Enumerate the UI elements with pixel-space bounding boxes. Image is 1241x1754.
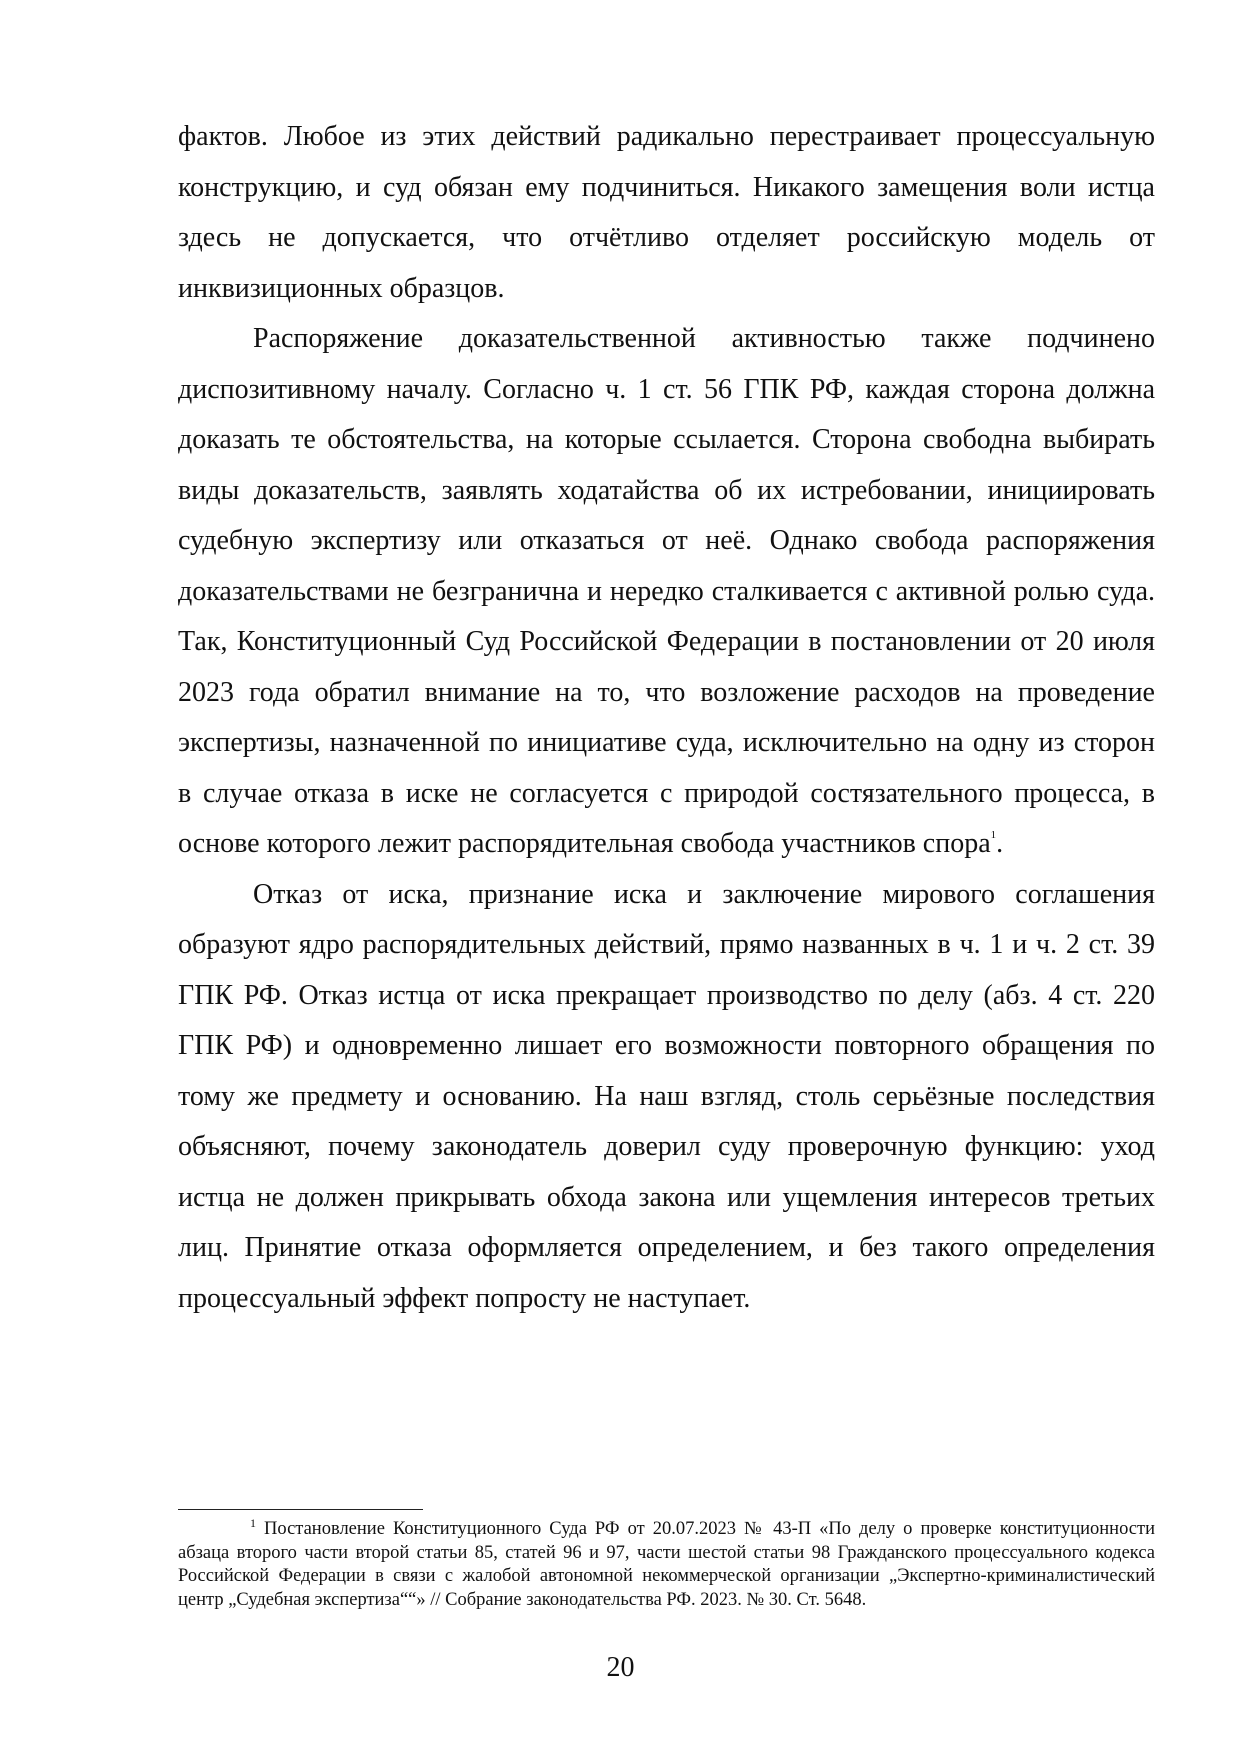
main-text	[178, 112, 1155, 1324]
page-number: 20	[606, 1652, 635, 1683]
footnote-reference[interactable]: 1	[990, 828, 997, 841]
paragraph-continuation: фактов. Любое из этих действий радикально перестраивает процессуальную конструкцию, и суд обязан ему подчиниться. Никакого замещения воли истца здесь не допускается, что отчётливо отделяет российскую модель от инквизиционных образцов.	[178, 121, 1155, 304]
paragraph-waiver: Отказ от иска, признание иска и заключение мирового соглашения образуют ядро распорядительных действий, прямо названных в ч. 1 и ч. 2 ст. 39 ГПК РФ. Отказ истца от иска прекращает производство по делу (абз. 4 ст. 220 ГПК РФ) и одновременно лишает его возможности повторного обращения по тому же предмету и основанию. На наш взгляд, столь серьёзные последствия объясняют, почему законодатель доверил суду проверочную функцию: уход истца не должен прикрывать обхода закона или ущемления интересов третьих лиц. Принятие отказа оформляется определением, и без такого определения процессуальный эффект попросту не наступает.	[178, 878, 1155, 1314]
paragraph-evidence	[178, 314, 1155, 870]
footnote-text: Постановление Конституционного Суда РФ от 20.07.2023 № 43-П «По делу о проверке конституционности абзаца второго части второй статьи 85, статей 96 и 97, части шестой статьи 98 Гражданского процессуального кодекса Российской Федерации в связи с жалобой автономной некоммерческой организации „Экспертно-криминалистический центр „Судебная экспертиза““» // Собрание законодательства РФ. 2023. № 30. Ст. 5648.	[178, 1519, 1155, 1610]
footnote	[178, 1515, 1155, 1612]
footnote-separator	[178, 1509, 423, 1510]
footnote-number: 1	[250, 1515, 256, 1530]
paragraph-text: Распоряжение доказательственной активностью также подчинено диспозитивному началу. Согласно ч. 1 ст. 56 ГПК РФ, каждая сторона должна доказать те обстоятельства, на которые ссылается. Сторона свободна выбирать виды доказательств, заявлять ходатайства об их истребовании, инициировать судебную экспертизу или отказаться от неё. Однако свобода распоряжения доказательствами не безгранична и нередко сталкивается с активной ролью суда. Так, Конституционный Суд Российской Федерации в постановлении от 20 июля 2023 года обратил внимание на то, что возложение расходов на проведение экспертизы, назначенной по инициативе суда, исключительно на одну из сторон в случае отказа в иске не согласуется с природой состязательного процесса, в основе которого лежит распорядительная свобода участников спора	[178, 323, 1155, 859]
paragraph-tail: .	[996, 828, 1004, 859]
